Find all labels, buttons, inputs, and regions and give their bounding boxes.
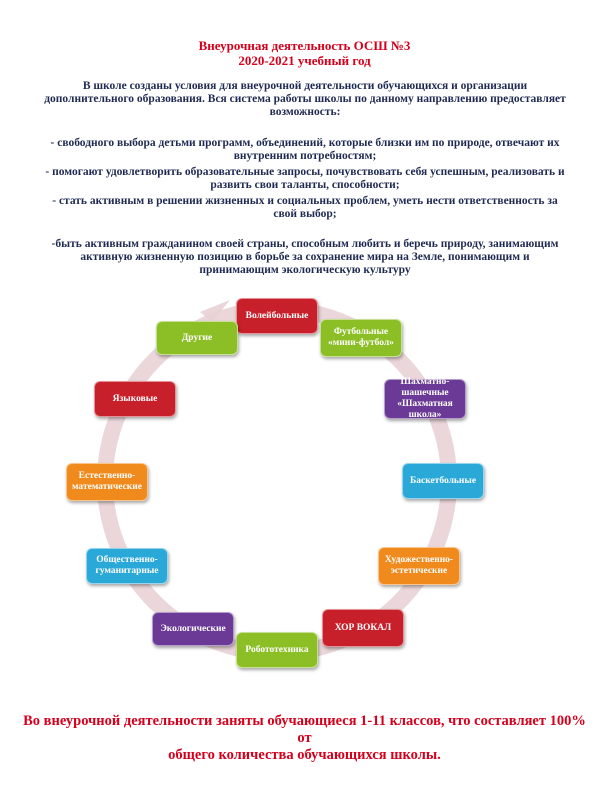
- footer-line1: Во внеурочной деятельности заняты обучающиеся 1-11 классов, что составляет 100% от: [23, 713, 586, 746]
- intro-paragraph-1: В школе созданы условия для внеурочной деятельности обучающихся и организации дополнительного образования. Вся система работы школы по данному направлению предоставляет возможность:: [44, 80, 566, 118]
- intro-paragraph-4: - стать активным в решении жизненных и социальных проблем, уметь нести ответственность за свой выбор;: [52, 195, 558, 220]
- cycle-item-choir: ХОР ВОКАЛ: [322, 609, 404, 647]
- cycle-item-languages: Языковые: [94, 381, 176, 417]
- cycle-item-humanities: Общественно-гуманитарные: [86, 548, 168, 584]
- intro-paragraph-5: -быть активным гражданином своей страны, способным любить и беречь природу, занимающим активную жизненную позицию в борьбе за сохранение мира на Земле, понимающим и принимающим экологическую культуру: [51, 238, 559, 276]
- cycle-item-football: Футбольные «мини-футбол»: [320, 319, 402, 357]
- title-line1: Внеурочная деятельность ОСШ №3: [198, 38, 411, 53]
- title-line2: 2020-2021 учебный год: [238, 53, 371, 68]
- footer-text: [20, 713, 589, 764]
- cycle-item-ecology: Экологические: [152, 612, 234, 646]
- footer-line2: общего количества обучающихся школы.: [168, 747, 441, 763]
- intro-paragraph-3: - помогают удовлетворить образовательные запросы, почувствовать себя успешным, реализовать и развить свои таланты, способности;: [45, 166, 565, 191]
- cycle-item-science-math: Естественно-математические: [66, 463, 148, 501]
- cycle-item-robotics: Робототехника: [236, 632, 318, 668]
- intro-paragraph-2: - свободного выбора детьми программ, объединений, которые близки им по природе, отвечают их внутренним потребностям;: [50, 137, 560, 162]
- cycle-item-arts: Художественно-эстетические: [378, 547, 460, 585]
- cycle-item-chess: Шахматно-шашечные «Шахматная школа»: [384, 379, 466, 419]
- cycle-item-basketball: Баскетбольные: [402, 463, 484, 499]
- cycle-item-volleyball: Волейбольные: [236, 298, 318, 334]
- cycle-item-other: Другие: [156, 321, 238, 355]
